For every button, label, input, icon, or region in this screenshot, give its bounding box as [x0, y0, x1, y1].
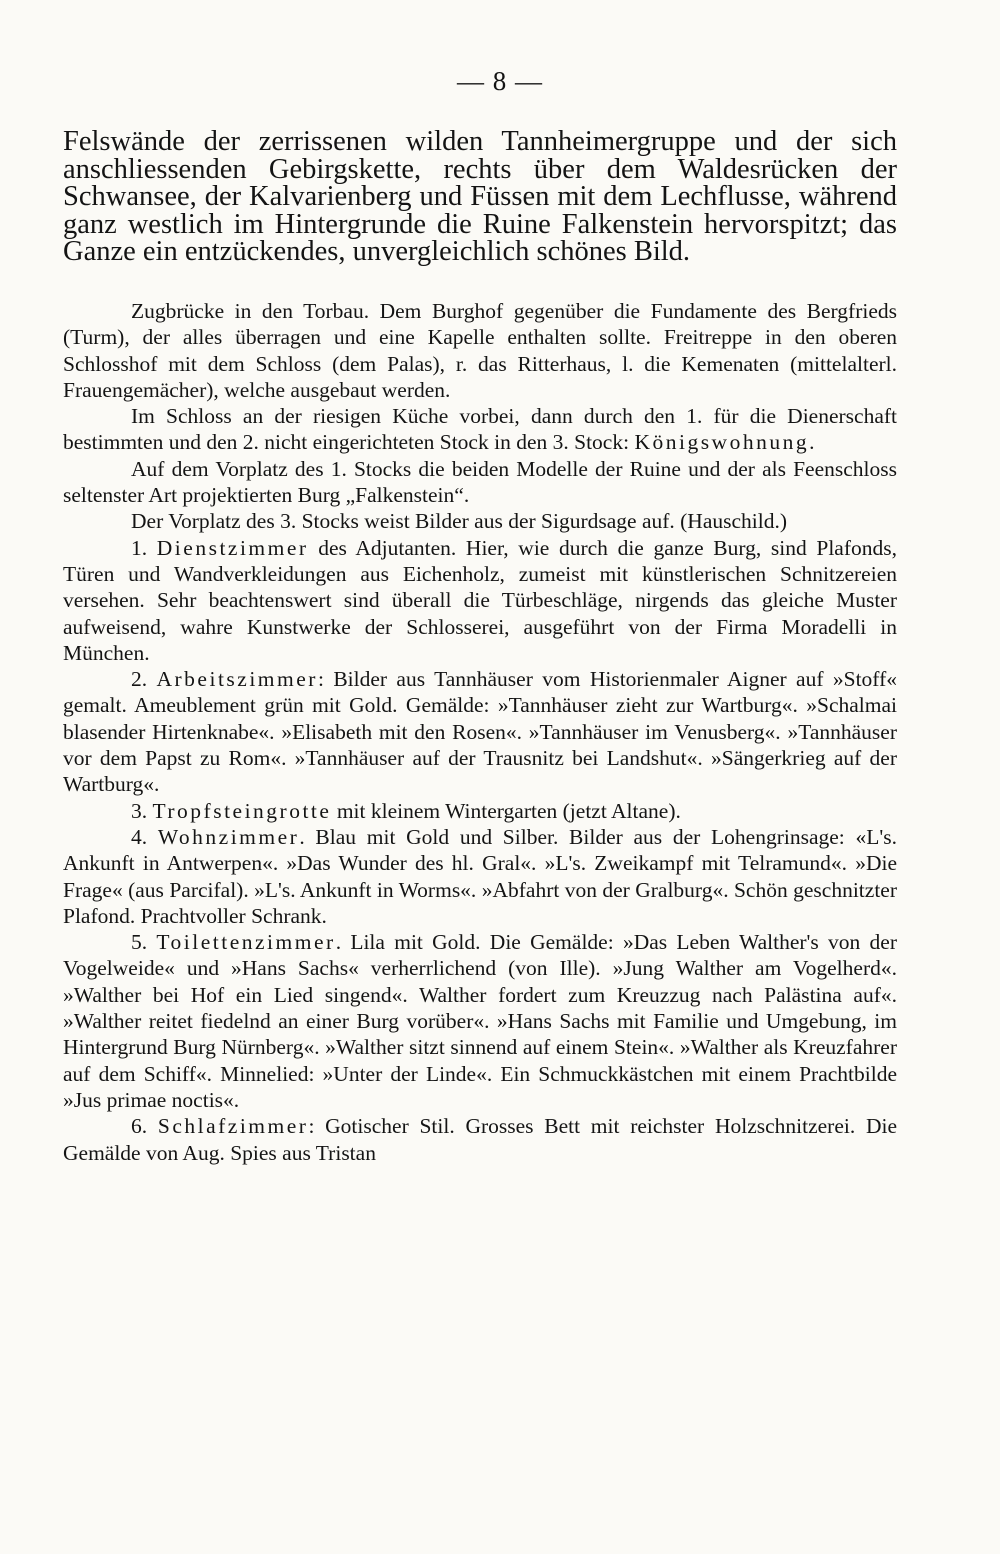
paragraph-zugbruecke: Zugbrücke in den Torbau. Dem Burghof gegenüber die Fundamente des Bergfrieds (Turm), der alles überragen und eine Kapelle enthalten sollte. Freitreppe in den oberen Schlosshof mit dem Schloss (dem Palas), r. das Ritterhaus, l. die Kemenaten (mittelalterl. Frauengemächer), welche ausgebaut werden.	[63, 299, 897, 402]
paragraph-vorplatz-1: Auf dem Vorplatz des 1. Stocks die beiden Modelle der Ruine und der als Feenschloss seltenster Art projektierten Burg „Falkenstein“.	[63, 456, 897, 508]
emphasis-koenigswohnung: Königswohnung	[634, 430, 810, 455]
paragraph-wohnzimmer: 4. Wohnzimmer. Blau mit Gold und Silber. Bilder aus der Lohengrinsage: «L's. Ankunft in Antwerpen«. »Das Wunder des hl. Gral«. »L's. Zweikampf mit Telramund«. »Die Frage« (aus Parcifal). »L's. Ankunft in Worms«. »Abfahrt von der Gralburg«. Schön geschnitzter Plafond. Prachtvoller Schrank.	[63, 824, 897, 928]
paragraph-schloss-stock: Im Schloss an der riesigen Küche vorbei, dann durch den 1. für die Dienerschaft bestimmten und den 2. nicht eingerichteten Stock in den 3. Stock: Königswohnung.	[63, 404, 897, 455]
paragraph-vorplatz-3: Der Vorplatz des 3. Stocks weist Bilder aus der Sigurdsage auf. (Hauschild.)	[131, 509, 788, 534]
emphasis-dienstzimmer: Dienstzimmer	[156, 535, 309, 560]
paragraph-toilettenzimmer: 5. Toilettenzimmer. Lila mit Gold. Die Gemälde: »Das Leben Walther's von der Vogelweide« und »Hans Sachs« verherrlichend (von Ille). »Jung Walther am Vogelherd«. »Walther bei Hof ein Lied singend«. Walther fordert zum Kreuzzug nach Palästina auf«. »Walther reitet fiedelnd an einer Burg vorüber«. »Hans Sachs mit Familie und Umgebung, im Hintergrund Burg Nürnberg«. »Walther sitzt sinnend auf einem Stein«. »Walther als Kreuzfahrer auf dem Schiff«. Minnelied: »Unter der Linde«. Ein Schmuckkästchen mit einem Prachtbilde »Jus primae noctis«.	[63, 930, 898, 1112]
intro-paragraph: Felswände der zerrissenen wilden Tannheimergruppe und der sich anschliessenden Gebirgskette, rechts über dem Waldesrücken der Schwansee, der Kalvarienberg und Füssen mit dem Lechflusse, während ganz westlich im Hintergrunde die Ruine Falkenstein hervorspitzt; das Ganze ein entzückendes, unvergleichlich schönes Bild.	[63, 126, 897, 268]
emphasis-schlafzimmer: Schlafzimmer	[157, 1114, 309, 1139]
paragraph-tropfsteingrotte: 3. Tropfsteingrotte mit kleinem Wintergarten (jetzt Altane).	[131, 798, 681, 823]
paragraph-arbeitszimmer: 2. Arbeitszimmer: Bilder aus Tannhäuser vom Historienmaler Aigner auf »Stoff« gemalt. Ameublement grün mit Gold. Gemälde: »Tannhäuser zieht zur Wartburg«. »Schalmai blasender Hirtenknabe«. »Elisabeth mit den Rosen«. »Tannhäuser im Venusberg«. »Tannhäuser vor dem Papst zu Rom«. »Tannhäuser auf der Trausnitz bei Landshut«. »Sängerkrieg auf der Wartburg«.	[63, 667, 897, 797]
emphasis-tropfsteingrotte: Tropfsteingrotte	[152, 798, 332, 823]
page-number: — 8 —	[457, 66, 543, 96]
paragraph-dienstzimmer: 1. Dienstzimmer des Adjutanten. Hier, wie durch die ganze Burg, sind Plafonds, Türen und Wandverkleidungen aus Eichenholz, zumeist mit künstlerischen Schnitzereien versehen. Sehr beachtenswert sind überall die Türbeschläge, nirgends das gleiche Muster aufweisend, wahre Kunstwerke der Schlosserei, ausgeführt von der Firma Moradelli in München.	[63, 535, 898, 665]
paragraph-schlafzimmer: 6. Schlafzimmer: Gotischer Stil. Grosses Bett mit reichster Holzschnitzerei. Die Gemälde von Aug. Spies aus Tristan	[63, 1114, 898, 1165]
emphasis-toilettenzimmer: Toilettenzimmer	[156, 930, 336, 955]
emphasis-wohnzimmer: Wohnzimmer	[157, 824, 300, 849]
emphasis-arbeitszimmer: Arbeitszimmer	[156, 667, 318, 692]
body-text	[63, 298, 897, 1166]
